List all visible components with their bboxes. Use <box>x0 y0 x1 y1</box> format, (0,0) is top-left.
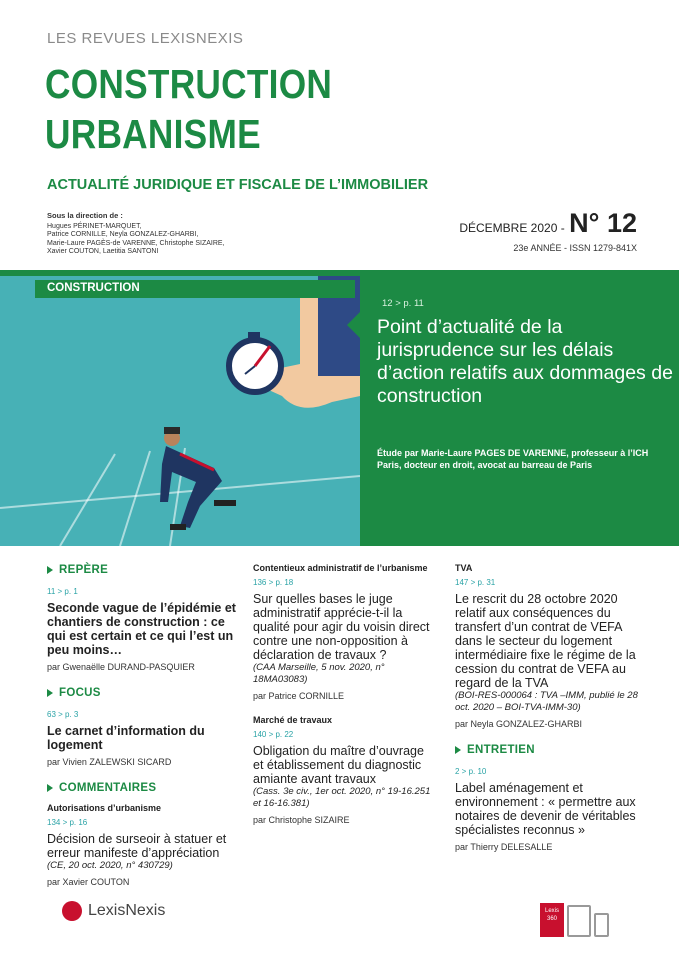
triangle-icon <box>455 746 461 754</box>
cover-illustration <box>0 276 360 546</box>
article-author: par Thierry DELESALLE <box>455 842 553 852</box>
article-author: par Christophe SIZAIRE <box>253 815 350 825</box>
article-title[interactable]: Le carnet d’information du logement <box>47 724 205 752</box>
article-entretien[interactable] <box>455 743 645 854</box>
triangle-icon <box>47 784 53 792</box>
logo-mark-icon <box>62 901 82 921</box>
direction-line: Hugues PÉRINET-MARQUET, <box>47 222 142 230</box>
issue-number: N° 12 <box>569 208 637 238</box>
feature-headline[interactable]: Point d’actualité de la jurisprudence sur les délais d’action relatifs aux dommages de construction <box>377 316 673 407</box>
feature-article[interactable] <box>360 276 679 546</box>
section-heading-focus <box>47 686 237 700</box>
lexisnexis-logo <box>62 901 165 921</box>
article-category: TVA <box>455 563 473 573</box>
article-marche-travaux[interactable] <box>253 715 433 827</box>
article-category: Autorisations d’urbanisme <box>47 803 162 813</box>
article-author: par Neyla GONZALEZ-GHARBI <box>455 719 583 729</box>
badge-line1: Lexis <box>544 908 559 914</box>
article-title[interactable]: Obligation du maître d’ouvrage et établissement du diagnostic amiante avant travaux <box>253 744 424 786</box>
article-title[interactable]: Seconde vague de l’épidémie et chantiers de construction : ce qui est certain et ce qui l’est un peu moins… <box>47 601 236 657</box>
editorial-direction <box>47 212 225 257</box>
article-author: par Gwenaëlle DURAND-PASQUIER <box>47 662 195 672</box>
article-title[interactable]: Le rescrit du 28 octobre 2020 relatif aux conséquences du transfert d’un contrat de VEFA dans le secteur du logement intermédiaire fixe le régime de la cession du contrat de VEFA au regard de la TVA <box>455 592 636 690</box>
journal-title-line1: CONSTRUCTION <box>45 61 333 107</box>
article-ref: 140 > p. 22 <box>253 730 294 739</box>
phone-icon <box>594 913 609 937</box>
article-repere[interactable] <box>47 563 237 674</box>
section-title: ENTRETIEN <box>467 744 535 756</box>
badge-line2: 360 <box>546 916 557 922</box>
article-citation: (CAA Marseille, 5 nov. 2020, n° 18MA03083) <box>253 662 385 685</box>
section-title: COMMENTAIRES <box>59 782 157 794</box>
column-2 <box>253 563 433 839</box>
article-ref: 11 > p. 1 <box>47 587 78 596</box>
journal-title-line2: URBANISME <box>45 111 261 157</box>
article-ref: 134 > p. 16 <box>47 818 88 827</box>
article-tva[interactable] <box>455 563 645 731</box>
lexis360-badge <box>540 903 609 937</box>
direction-line: Patrice CORNILLE, Neyla GONZALEZ-GHARBI, <box>47 231 199 238</box>
section-title: REPÈRE <box>59 564 109 576</box>
stopwatch-runner-illustration <box>0 276 360 546</box>
article-ref: 63 > p. 3 <box>47 710 79 719</box>
section-heading-repere <box>47 563 237 577</box>
section-heading-commentaires <box>47 781 237 795</box>
article-category: Marché de travaux <box>253 715 333 725</box>
publisher-name: LES REVUES LEXISNEXIS <box>47 30 244 47</box>
triangle-icon <box>47 689 53 697</box>
article-author: par Patrice CORNILLE <box>253 691 345 701</box>
section-title: FOCUS <box>59 687 101 699</box>
feature-notch <box>347 311 361 339</box>
logo-text: LexisNexis <box>88 902 166 919</box>
direction-line: Xavier COUTON, Laetitia SANTONI <box>47 248 159 255</box>
feature-author: Étude par Marie-Laure PAGES DE VARENNE, professeur à l’ICH Paris, docteur en droit, avocat au barreau de Paris <box>377 448 649 470</box>
article-title[interactable]: Label aménagement et environnement : « permettre aux notaires de devenir de véritables spécialistes reconnus » <box>455 781 636 837</box>
section-bar-construction <box>35 280 355 298</box>
article-title[interactable]: Décision de surseoir à statuer et erreur manifeste d’appréciation <box>47 832 227 860</box>
section-heading-entretien <box>455 743 645 757</box>
article-contentieux[interactable] <box>253 563 433 703</box>
article-title[interactable]: Sur quelles bases le juge administratif apprécie-t-il la qualité pour agir du voisin direct contre une non-opposition à déclaration de travaux ? <box>253 592 430 662</box>
article-citation: (Cass. 3e civ., 1er oct. 2020, n° 19-16.251 et 16-16.381) <box>253 786 431 809</box>
article-commentaires[interactable] <box>47 781 237 889</box>
column-1 <box>47 563 237 901</box>
issue-info <box>459 208 637 253</box>
issue-meta: 23e ANNÉE - ISSN 1279-841X <box>513 243 637 253</box>
article-author: par Xavier COUTON <box>47 877 130 887</box>
direction-label: Sous la direction de : <box>47 211 123 220</box>
article-citation: (CE, 20 oct. 2020, n° 430729) <box>47 860 173 871</box>
article-ref: 147 > p. 31 <box>455 578 496 587</box>
issue-date: DÉCEMBRE 2020 - <box>459 221 565 235</box>
feature-ref: 12 > p. 11 <box>382 298 424 309</box>
article-focus[interactable] <box>47 686 237 769</box>
journal-subtitle: ACTUALITÉ JURIDIQUE ET FISCALE DE L’IMMOBILIER <box>47 177 429 193</box>
article-ref: 136 > p. 18 <box>253 578 294 587</box>
triangle-icon <box>47 566 53 574</box>
article-category: Contentieux administratif de l’urbanisme <box>253 563 428 573</box>
article-citation: (BOI-RES-000064 : TVA –IMM, publié le 28 oct. 2020 – BOI-TVA-IMM-30) <box>455 690 638 713</box>
lexis360-icon <box>540 903 564 937</box>
direction-line: Marie-Laure PAGÈS-de VARENNE, Christophe SIZAIRE, <box>47 239 225 247</box>
section-label: CONSTRUCTION <box>47 282 140 294</box>
article-ref: 2 > p. 10 <box>455 767 487 776</box>
tablet-icon <box>567 905 591 937</box>
column-3 <box>455 563 645 866</box>
article-author: par Vivien ZALEWSKI SICARD <box>47 757 172 767</box>
